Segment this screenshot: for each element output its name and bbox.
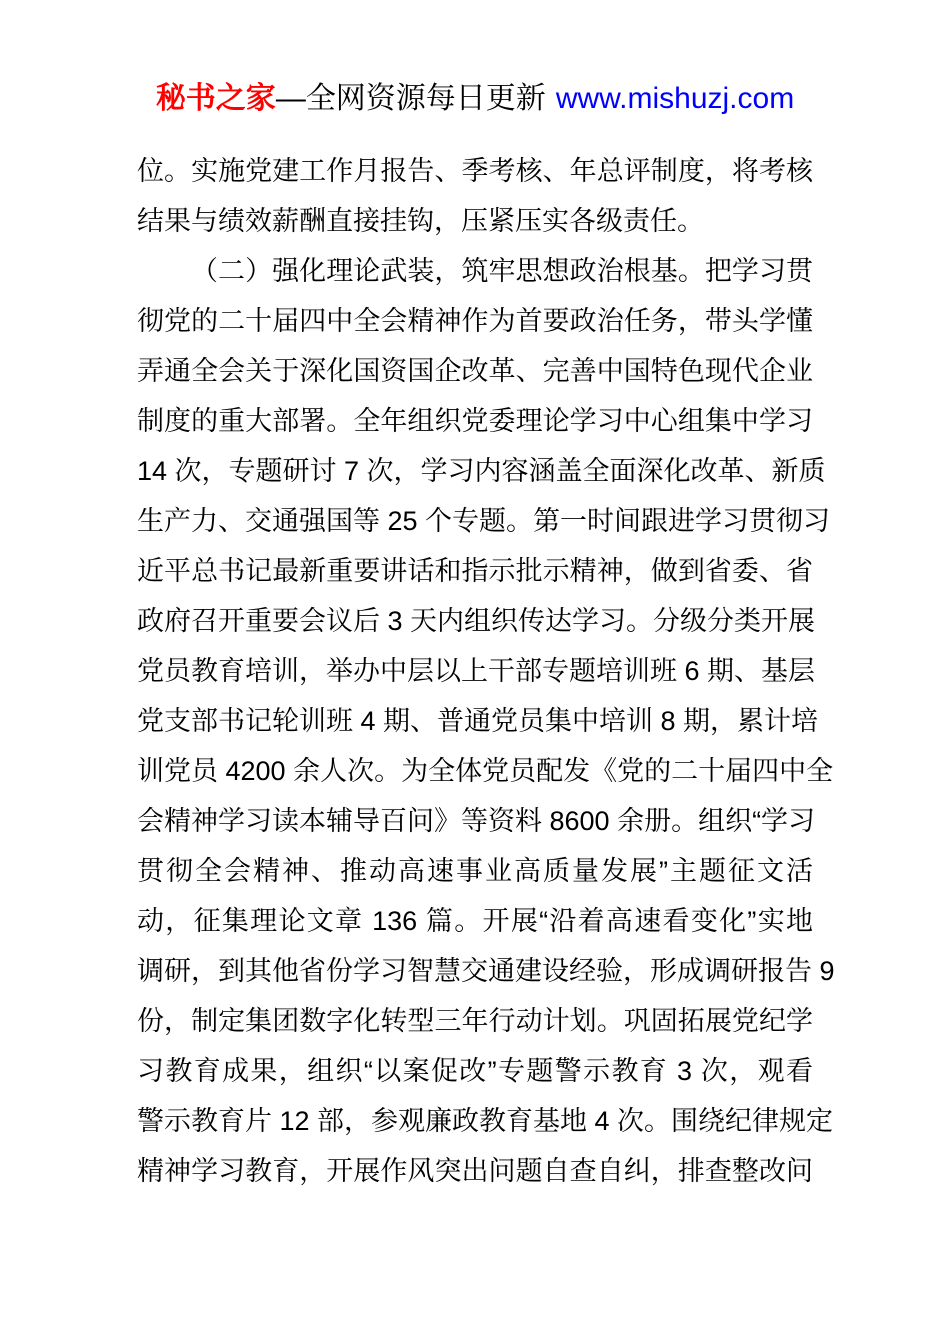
text-line: 结果与绩效薪酬直接挂钩，压紧压实各级责任。 xyxy=(137,206,704,236)
text-line: 14 次，专题研讨 7 次，学习内容涵盖全面深化改革、新质 xyxy=(137,456,826,486)
text-line: 动，征集理论文章 136 篇。开展“沿着高速看变化”实地 xyxy=(137,906,813,936)
text-line: 贯彻全会精神、推动高速事业高质量发展”主题征文活 xyxy=(137,856,813,886)
text-line: 习教育成果，组织“以案促改”专题警示教育 3 次，观看 xyxy=(137,1056,813,1086)
text-line: 弄通全会关于深化国资国企改革、完善中国特色现代企业 xyxy=(137,356,813,386)
text-line: 党员教育培训，举办中层以上干部专题培训班 6 期、基层 xyxy=(137,656,816,686)
text-line: 训党员 4200 余人次。为全体党员配发《党的二十届四中全 xyxy=(137,756,834,786)
site-tagline: —全网资源每日更新 xyxy=(275,82,546,115)
text-line: 位。实施党建工作月报告、季考核、年总评制度，将考核 xyxy=(137,156,813,186)
document-body xyxy=(137,146,835,1196)
site-url-link[interactable]: www.mishuzj.com xyxy=(555,82,795,115)
text-line: 近平总书记最新重要讲话和指示批示精神，做到省委、省 xyxy=(137,556,813,586)
site-header xyxy=(0,80,950,118)
text-line: 份，制定集团数字化转型三年行动计划。巩固拓展党纪学 xyxy=(137,1006,813,1036)
text-line: 调研，到其他省份学习智慧交通建设经验，形成调研报告 9 xyxy=(137,956,835,986)
site-name: 秘书之家 xyxy=(155,82,276,115)
text-line: （二）强化理论武装，筑牢思想政治根基。把学习贯 xyxy=(191,256,813,286)
text-line: 党支部书记轮训班 4 期、普通党员集中培训 8 期，累计培 xyxy=(137,706,819,736)
text-line: 警示教育片 12 部，参观廉政教育基地 4 次。围绕纪律规定 xyxy=(137,1106,834,1136)
text-line: 制度的重大部署。全年组织党委理论学习中心组集中学习 xyxy=(137,406,813,436)
text-line: 彻党的二十届四中全会精神作为首要政治任务，带头学懂 xyxy=(137,306,813,336)
text-line: 会精神学习读本辅导百问》等资料 8600 余册。组织“学习 xyxy=(137,806,816,836)
text-line: 政府召开重要会议后 3 天内组织传达学习。分级分类开展 xyxy=(137,606,816,636)
text-line: 生产力、交通强国等 25 个专题。第一时间跟进学习贯彻习 xyxy=(137,506,831,536)
text-line: 精神学习教育，开展作风突出问题自查自纠，排查整改问 xyxy=(137,1156,813,1186)
